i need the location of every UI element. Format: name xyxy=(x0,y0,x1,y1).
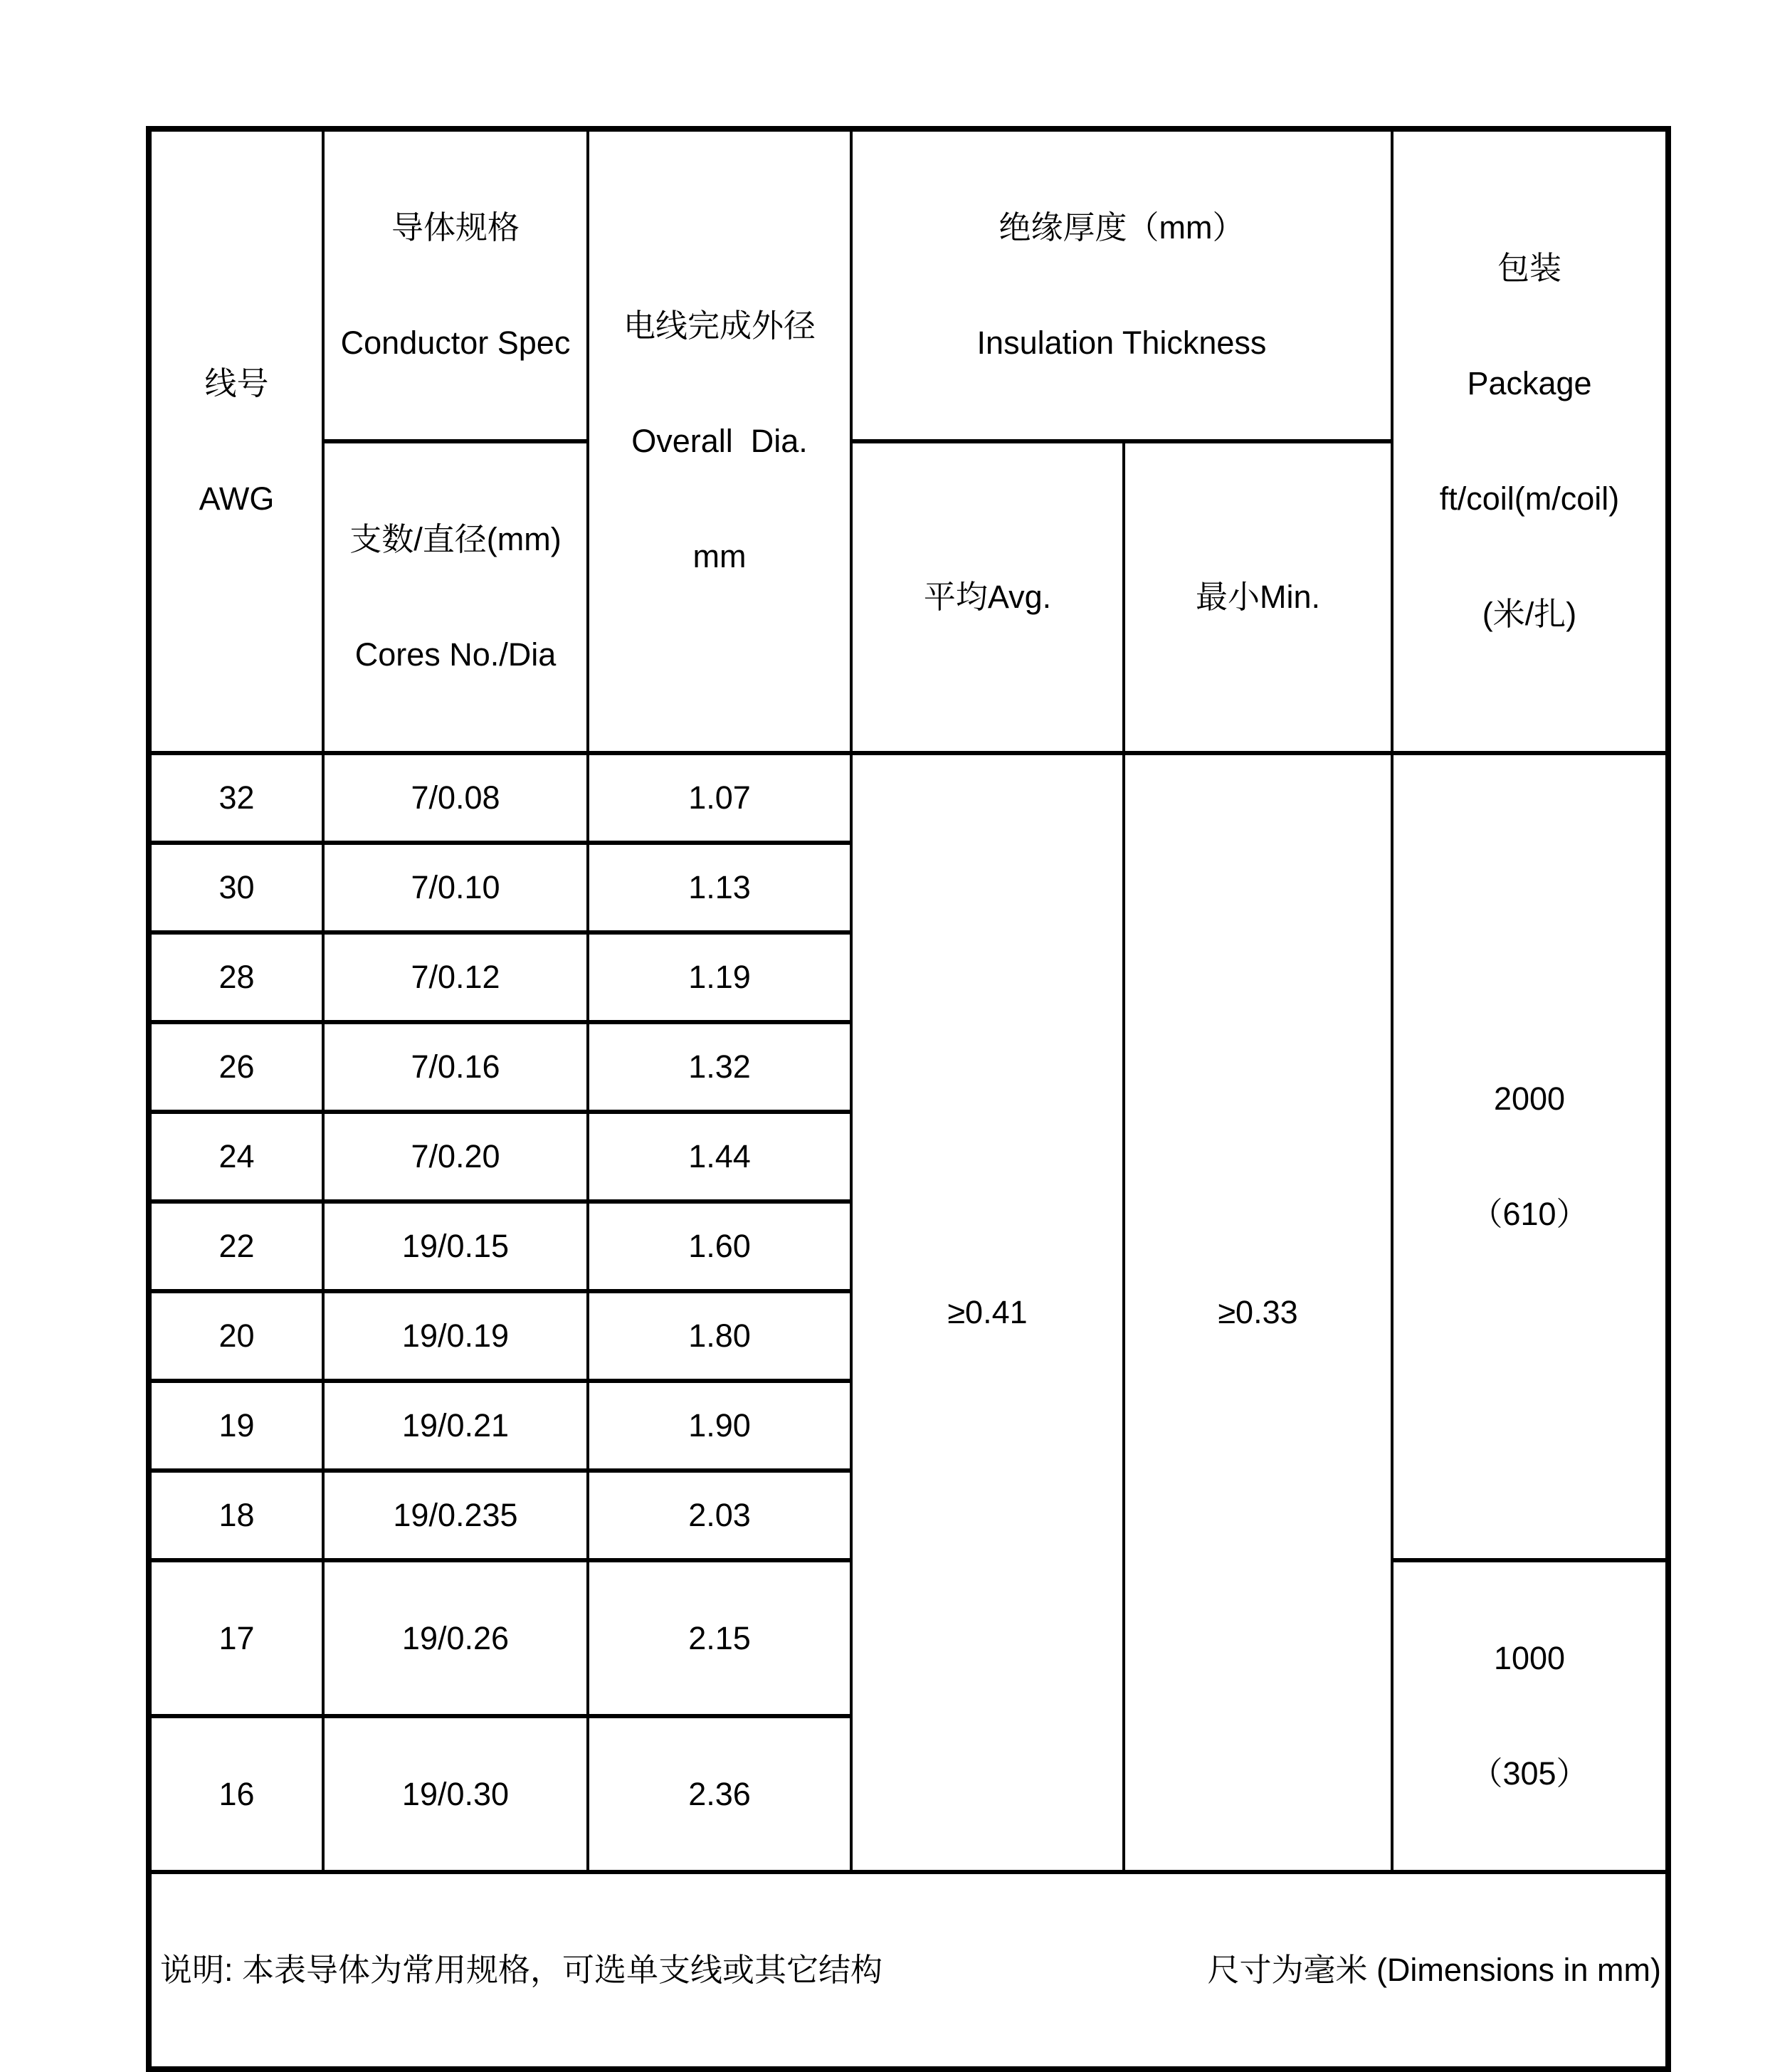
cell-insulation-min-merged: ≥0.33 xyxy=(1124,753,1392,1872)
header-package-en: Package xyxy=(1467,365,1592,401)
header-cell-avg: 平均Avg. xyxy=(851,441,1124,753)
header-package-line4: (米/扎) xyxy=(1482,596,1577,632)
header-conductor-sub-zh: 支数/直径(mm) xyxy=(349,521,562,557)
footer-cell xyxy=(149,1872,1668,2069)
footer-dimensions: 尺寸为毫米 (Dimensions in mm) xyxy=(1207,1952,1661,1988)
header-cell-min: 最小Min. xyxy=(1124,441,1392,753)
header-cell-package xyxy=(1392,129,1668,753)
cell-overall-dia: 1.32 xyxy=(588,1022,851,1112)
header-conductor-zh: 导体规格 xyxy=(391,209,520,246)
cell-conductor-spec: 19/0.235 xyxy=(323,1471,588,1560)
header-awg-en: AWG xyxy=(199,480,275,517)
cell-conductor-spec: 19/0.21 xyxy=(323,1381,588,1471)
cell-conductor-spec: 19/0.15 xyxy=(323,1201,588,1291)
cell-conductor-spec: 19/0.19 xyxy=(323,1291,588,1381)
footer-note: 说明: 本表导体为常用规格，可选单支线或其它结构 xyxy=(160,1952,883,1988)
cell-overall-dia: 1.13 xyxy=(588,843,851,932)
cell-overall-dia: 2.03 xyxy=(588,1471,851,1560)
cell-awg: 30 xyxy=(149,843,323,932)
cell-awg: 28 xyxy=(149,932,323,1022)
header-cell-conductor-sub xyxy=(323,441,588,753)
cell-conductor-spec: 7/0.10 xyxy=(323,843,588,932)
header-cell-conductor xyxy=(323,129,588,441)
header-package-zh: 包装 xyxy=(1497,250,1561,286)
cell-awg: 26 xyxy=(149,1022,323,1112)
cell-awg: 17 xyxy=(149,1560,323,1716)
header-overall-zh: 电线完成外径 xyxy=(623,307,816,344)
cell-overall-dia: 1.44 xyxy=(588,1112,851,1201)
header-insulation-zh: 绝缘厚度（mm） xyxy=(999,209,1245,246)
cell-overall-dia: 1.80 xyxy=(588,1291,851,1381)
header-cell-overall-dia xyxy=(588,129,851,753)
header-conductor-en: Conductor Spec xyxy=(340,325,571,361)
footer-content xyxy=(152,1951,1665,1989)
wire-spec-table xyxy=(146,126,1671,2072)
header-conductor-sub-en: Cores No./Dia xyxy=(354,636,557,673)
cell-awg: 16 xyxy=(149,1716,323,1872)
cell-awg: 19 xyxy=(149,1381,323,1471)
cell-overall-dia: 1.19 xyxy=(588,932,851,1022)
package-top-qty: 2000 xyxy=(1493,1080,1566,1117)
cell-overall-dia: 1.60 xyxy=(588,1201,851,1291)
header-insulation-en: Insulation Thickness xyxy=(976,325,1267,361)
cell-awg: 18 xyxy=(149,1471,323,1560)
cell-awg: 22 xyxy=(149,1201,323,1291)
cell-conductor-spec: 7/0.12 xyxy=(323,932,588,1022)
cell-conductor-spec: 19/0.26 xyxy=(323,1560,588,1716)
cell-overall-dia: 2.15 xyxy=(588,1560,851,1716)
cell-conductor-spec: 7/0.16 xyxy=(323,1022,588,1112)
table-row xyxy=(149,753,1668,843)
package-bottom-meters: （305） xyxy=(1470,1755,1588,1792)
footer-row xyxy=(149,1872,1668,2069)
cell-awg: 32 xyxy=(149,753,323,843)
header-package-line3: ft/coil(m/coil) xyxy=(1439,480,1620,517)
cell-overall-dia: 1.90 xyxy=(588,1381,851,1471)
header-awg-zh: 线号 xyxy=(204,365,269,401)
cell-package-top-merged xyxy=(1392,753,1668,1560)
cell-awg: 24 xyxy=(149,1112,323,1201)
cell-conductor-spec: 7/0.20 xyxy=(323,1112,588,1201)
header-overall-unit: mm xyxy=(692,538,747,574)
wire-spec-sheet xyxy=(146,126,1671,2072)
package-top-meters: （610） xyxy=(1470,1196,1588,1232)
cell-overall-dia: 2.36 xyxy=(588,1716,851,1872)
header-overall-en: Overall Dia. xyxy=(631,423,808,459)
cell-conductor-spec: 19/0.30 xyxy=(323,1716,588,1872)
cell-awg: 20 xyxy=(149,1291,323,1381)
header-row-1 xyxy=(149,129,1668,441)
header-cell-insulation-group xyxy=(851,129,1392,441)
cell-overall-dia: 1.07 xyxy=(588,753,851,843)
header-cell-awg xyxy=(149,129,323,753)
cell-package-bottom-merged xyxy=(1392,1560,1668,1872)
cell-conductor-spec: 7/0.08 xyxy=(323,753,588,843)
package-bottom-qty: 1000 xyxy=(1493,1640,1566,1676)
cell-insulation-avg-merged: ≥0.41 xyxy=(851,753,1124,1872)
